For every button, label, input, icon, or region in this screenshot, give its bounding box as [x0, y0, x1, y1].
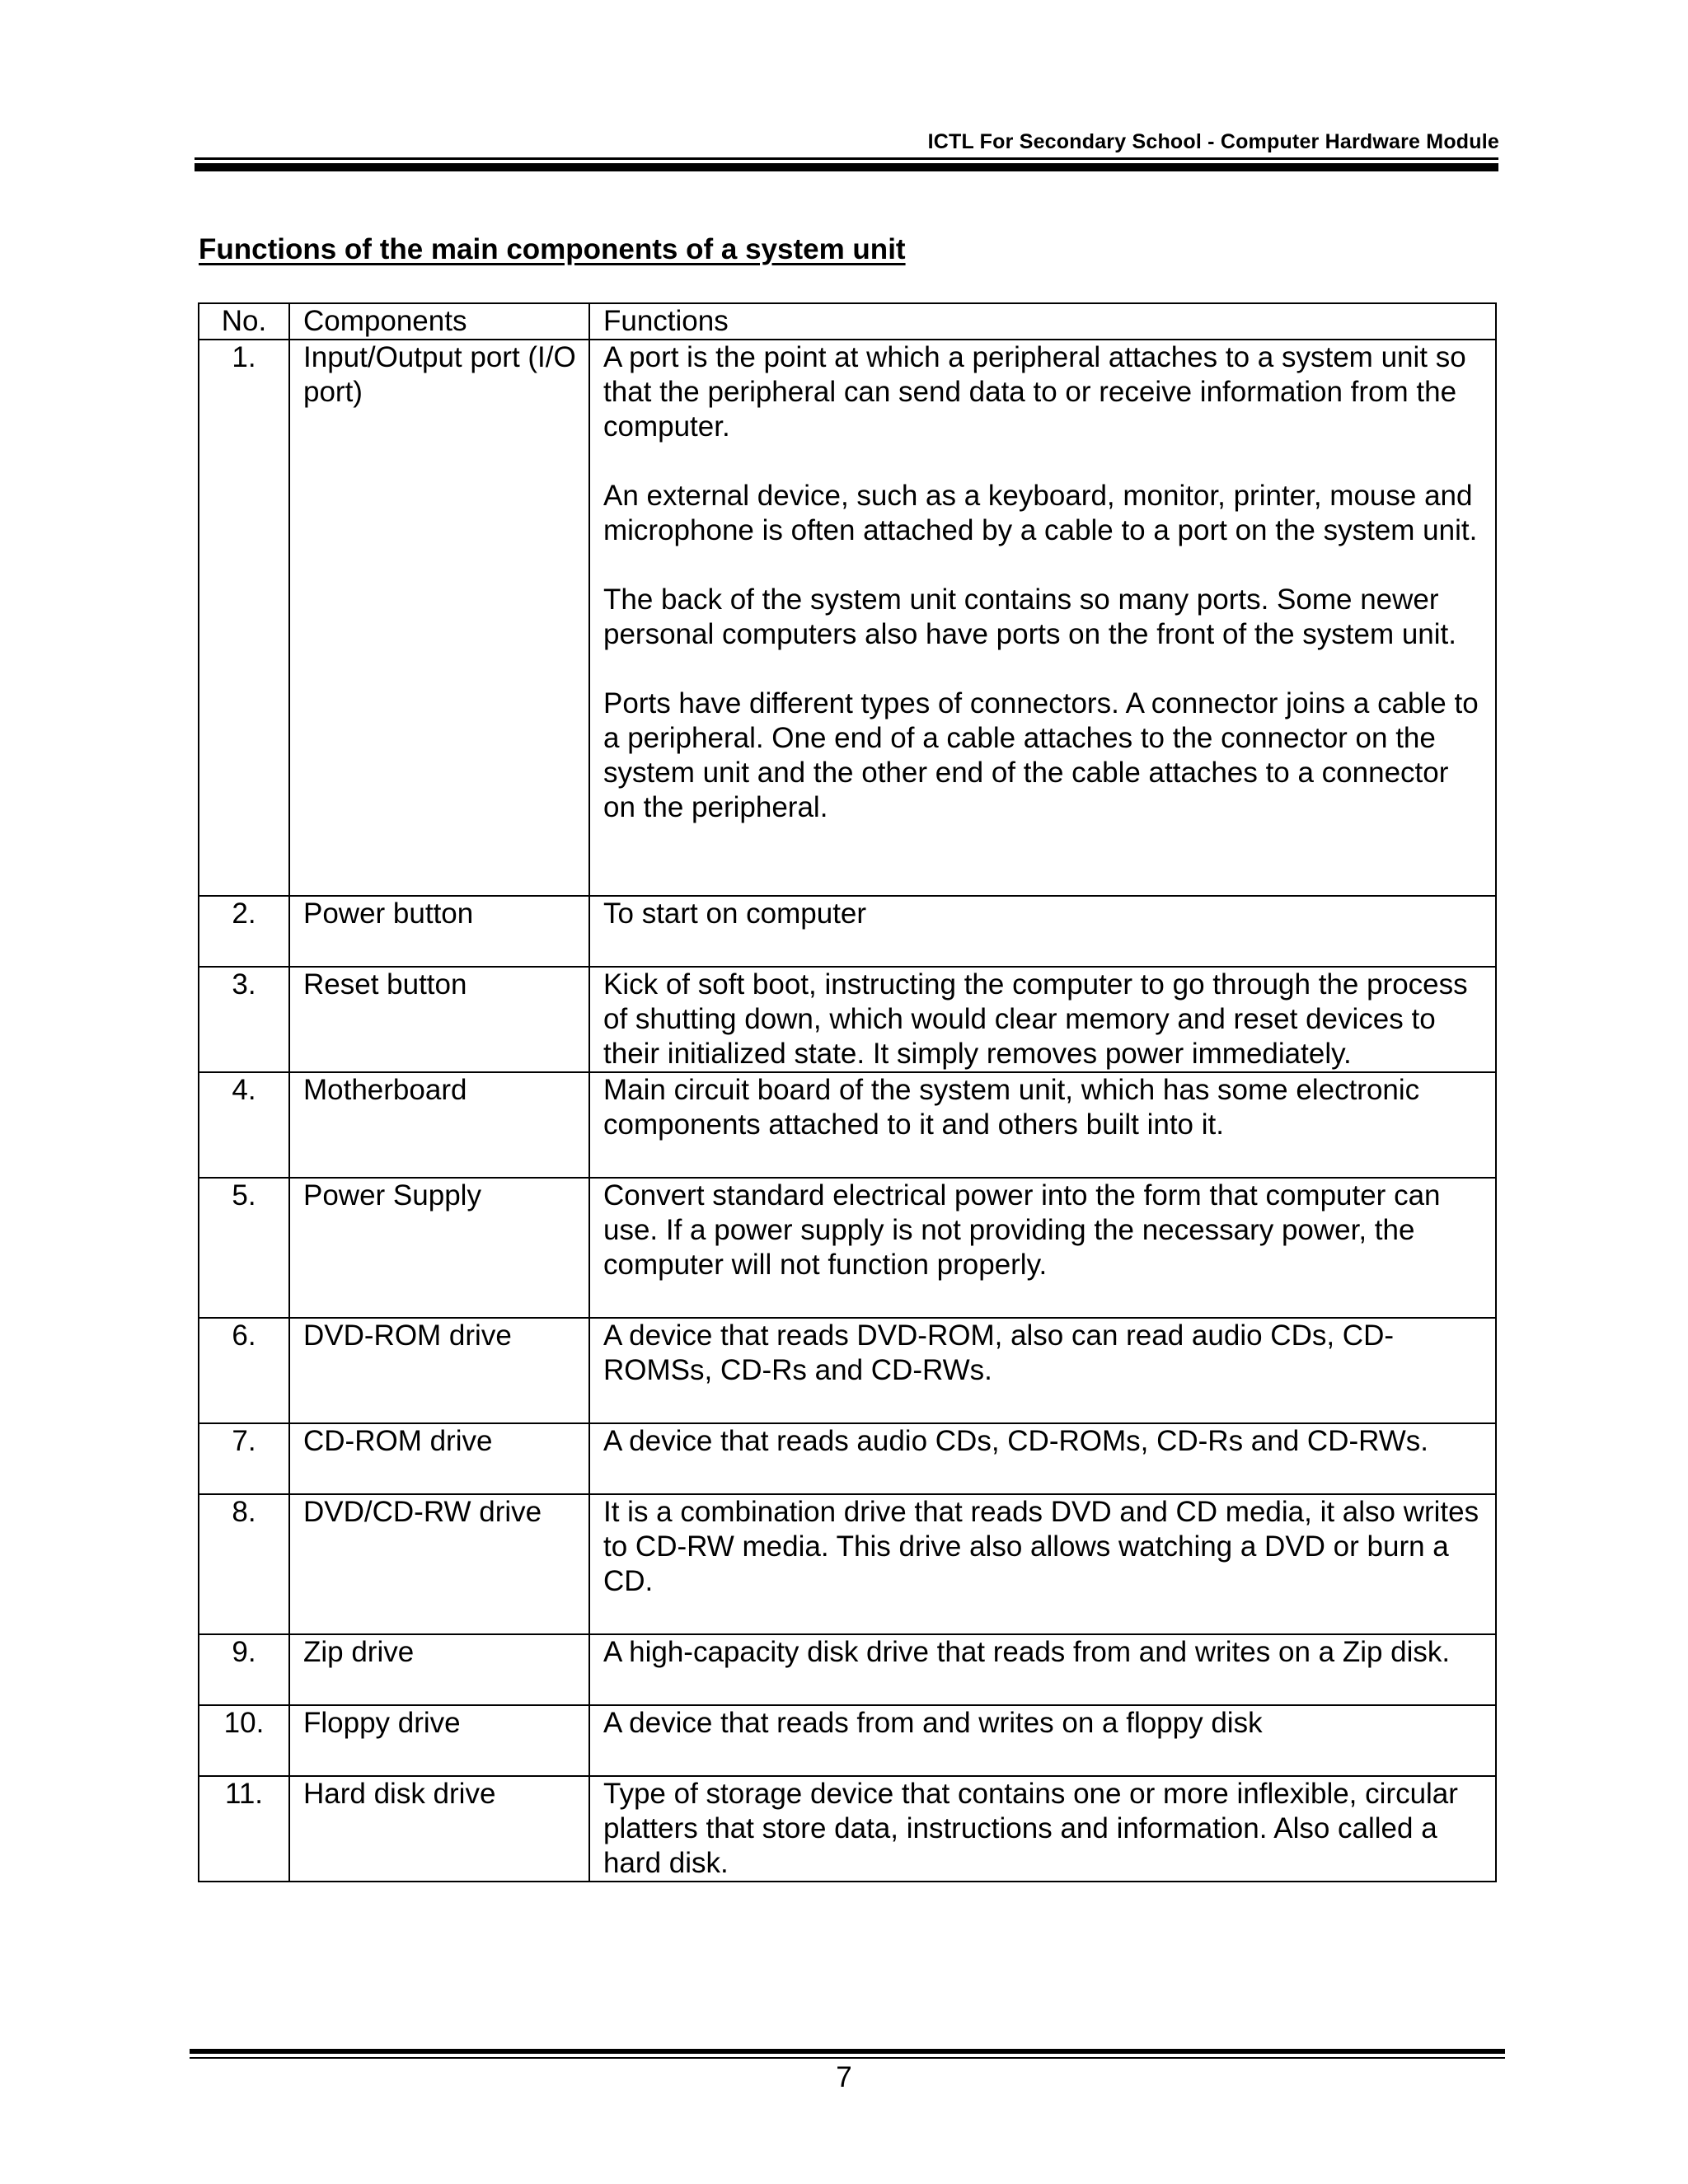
table-row: [199, 967, 1496, 1072]
function-paragraph: The back of the system unit contains so many ports. Some newer personal computers also have ports on the front of the system unit.: [603, 583, 1456, 650]
row-number: 5.: [199, 1178, 289, 1318]
row-functions: [589, 340, 1496, 896]
function-paragraph: Main circuit board of the system unit, which has some electronic components attached to it and others built into it.: [603, 1074, 1420, 1141]
header-rule-thick: [195, 163, 1498, 171]
function-paragraph: A device that reads DVD-ROM, also can read audio CDs, CD-ROMSs, CD-Rs and CD-RWs.: [603, 1319, 1394, 1386]
function-paragraph: A port is the point at which a peripheral attaches to a system unit so that the peripheral can send data to or receive information from the computer.: [603, 341, 1466, 443]
table-row: [199, 1705, 1496, 1776]
table-row: [199, 1494, 1496, 1634]
components-table: [198, 302, 1497, 1882]
row-component: Motherboard: [289, 1072, 589, 1178]
table-row: [199, 1072, 1496, 1178]
function-paragraph: A device that reads audio CDs, CD-ROMs, CD-Rs and CD-RWs.: [603, 1425, 1429, 1457]
table-row: [199, 340, 1496, 896]
table-row: [199, 1776, 1496, 1882]
row-component: Power Supply: [289, 1178, 589, 1318]
row-functions: [589, 1178, 1496, 1318]
footer-rule-thick: [190, 2049, 1505, 2054]
row-component: CD-ROM drive: [289, 1423, 589, 1494]
column-header-no: No.: [199, 303, 289, 340]
function-paragraph: A device that reads from and writes on a floppy disk: [603, 1707, 1263, 1739]
function-paragraph: An external device, such as a keyboard, monitor, printer, mouse and microphone is often attached by a cable to a port on the system unit.: [603, 480, 1478, 546]
function-paragraph: It is a combination drive that reads DVD and CD media, it also writes to CD-RW media. This drive also allows watching a DVD or burn a CD.: [603, 1496, 1479, 1597]
row-functions: [589, 1634, 1496, 1705]
function-paragraph: Kick of soft boot, instructing the computer to go through the process of shutting down, which would clear memory and reset devices to their initialized state. It simply removes power immediately.: [603, 968, 1468, 1070]
row-number: 1.: [199, 340, 289, 896]
function-paragraph: To start on computer: [603, 898, 867, 930]
row-number: 8.: [199, 1494, 289, 1634]
row-functions: [589, 1318, 1496, 1423]
row-number: 9.: [199, 1634, 289, 1705]
row-number: 2.: [199, 896, 289, 967]
row-component: Floppy drive: [289, 1705, 589, 1776]
row-number: 6.: [199, 1318, 289, 1423]
function-paragraph: Type of storage device that contains one or more inflexible, circular platters that store data, instructions and information. Also called a hard disk.: [603, 1778, 1458, 1879]
row-number: 10.: [199, 1705, 289, 1776]
running-header-title: ICTL For Secondary School - Computer Hardware Module: [927, 130, 1499, 153]
function-paragraph: Convert standard electrical power into the form that computer can use. If a power supply is not providing the necessary power, the computer will not function properly.: [603, 1179, 1441, 1281]
table-row: [199, 1178, 1496, 1318]
section-title: Functions of the main components of a system unit: [199, 233, 906, 265]
row-component: Zip drive: [289, 1634, 589, 1705]
row-functions: [589, 1494, 1496, 1634]
function-paragraph: Ports have different types of connectors. A connector joins a cable to a peripheral. One end of a cable attaches to the connector on the system unit and the other end of the cable attaches to a connector on the peripheral.: [603, 687, 1479, 823]
row-functions: [589, 1705, 1496, 1776]
row-component: DVD/CD-RW drive: [289, 1494, 589, 1634]
row-functions: [589, 1072, 1496, 1178]
row-component: Reset button: [289, 967, 589, 1072]
row-functions: [589, 896, 1496, 967]
header-rule-thin: [195, 157, 1498, 160]
column-header-components: Components: [289, 303, 589, 340]
row-component: Power button: [289, 896, 589, 967]
row-number: 3.: [199, 967, 289, 1072]
table-row: [199, 896, 1496, 967]
row-component: Input/Output port (I/O port): [289, 340, 589, 896]
row-number: 7.: [199, 1423, 289, 1494]
row-component: DVD-ROM drive: [289, 1318, 589, 1423]
row-number: 4.: [199, 1072, 289, 1178]
footer-rule-thin: [190, 2057, 1505, 2059]
row-functions: [589, 1423, 1496, 1494]
page-number: 7: [836, 2061, 852, 2093]
table-row: [199, 1634, 1496, 1705]
row-functions: [589, 1776, 1496, 1882]
row-number: 11.: [199, 1776, 289, 1882]
table-row: [199, 1318, 1496, 1423]
table-row: [199, 1423, 1496, 1494]
column-header-functions: Functions: [589, 303, 1496, 340]
row-functions: [589, 967, 1496, 1072]
function-paragraph: A high-capacity disk drive that reads from and writes on a Zip disk.: [603, 1636, 1451, 1668]
table-header-row: [199, 303, 1496, 340]
row-component: Hard disk drive: [289, 1776, 589, 1882]
